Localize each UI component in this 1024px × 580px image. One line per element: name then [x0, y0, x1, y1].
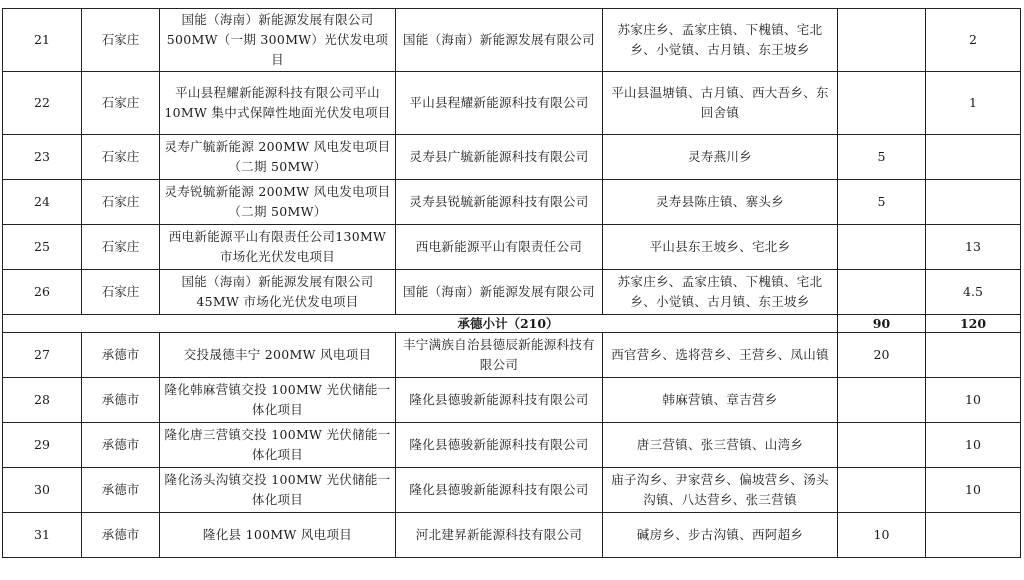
location-cell: 庙子沟乡、尹家营乡、偏坡营乡、汤头沟镇、八达营乡、张三营镇 [603, 468, 838, 513]
company-cell: 西电新能源平山有限责任公司 [396, 225, 603, 270]
city-cell: 承德市 [82, 423, 160, 468]
capacity-col7-cell: 13 [926, 225, 1021, 270]
city-cell: 石家庄 [82, 72, 160, 135]
project-name-cell: 隆化韩麻营镇交投 100MW 光伏储能一体化项目 [160, 378, 396, 423]
table-row [3, 9, 1021, 72]
table-row [3, 72, 1021, 135]
capacity-col6-cell [838, 423, 926, 468]
location-cell: 灵寿燕川乡 [603, 135, 838, 180]
capacity-col7-cell [926, 333, 1021, 378]
table-row [3, 270, 1021, 315]
capacity-col7-cell: 10 [926, 423, 1021, 468]
capacity-col7-cell: 1 [926, 72, 1021, 135]
capacity-col6-cell [838, 225, 926, 270]
capacity-col6-cell [838, 72, 926, 135]
row-number: 25 [3, 225, 82, 270]
subtotal-col7: 120 [926, 315, 1021, 333]
location-cell: 唐三营镇、张三营镇、山湾乡 [603, 423, 838, 468]
capacity-col6-cell [838, 378, 926, 423]
row-number: 26 [3, 270, 82, 315]
subtotal-section [3, 315, 1021, 333]
row-number: 24 [3, 180, 82, 225]
capacity-col6-cell [838, 270, 926, 315]
company-cell: 平山县程耀新能源科技有限公司 [396, 72, 603, 135]
city-cell: 承德市 [82, 378, 160, 423]
company-cell: 隆化县德骏新能源科技有限公司 [396, 468, 603, 513]
project-name-cell: 国能（海南）新能源发展有限公司45MW 市场化光伏发电项目 [160, 270, 396, 315]
company-cell: 河北建昇新能源科技有限公司 [396, 513, 603, 558]
row-number: 27 [3, 333, 82, 378]
capacity-col6-cell [838, 9, 926, 72]
location-cell: 灵寿县陈庄镇、寨头乡 [603, 180, 838, 225]
row-number: 23 [3, 135, 82, 180]
company-cell: 隆化县德骏新能源科技有限公司 [396, 378, 603, 423]
row-number: 29 [3, 423, 82, 468]
project-name-cell: 灵寿锐毓新能源 200MW 风电发电项目（二期 50MW） [160, 180, 396, 225]
table-row [3, 513, 1021, 558]
company-cell: 国能（海南）新能源发展有限公司 [396, 9, 603, 72]
project-table [2, 8, 1021, 558]
capacity-col6-cell: 5 [838, 135, 926, 180]
location-cell: 平山县东王坡乡、宅北乡 [603, 225, 838, 270]
table-row [3, 423, 1021, 468]
table-row [3, 225, 1021, 270]
capacity-col7-cell [926, 513, 1021, 558]
capacity-col6-cell: 10 [838, 513, 926, 558]
project-name-cell: 隆化县 100MW 风电项目 [160, 513, 396, 558]
company-cell: 国能（海南）新能源发展有限公司 [396, 270, 603, 315]
company-cell: 灵寿县锐毓新能源科技有限公司 [396, 180, 603, 225]
city-cell: 石家庄 [82, 270, 160, 315]
city-cell: 石家庄 [82, 180, 160, 225]
city-cell: 承德市 [82, 468, 160, 513]
table-row [3, 135, 1021, 180]
row-number: 21 [3, 9, 82, 72]
project-name-cell: 国能（海南）新能源发展有限公司500MW（一期 300MW）光伏发电项目 [160, 9, 396, 72]
location-cell: 平山县温塘镇、古月镇、西大吾乡、东回舍镇 [603, 72, 838, 135]
table-row [3, 468, 1021, 513]
table-row [3, 333, 1021, 378]
capacity-col7-cell [926, 135, 1021, 180]
project-name-cell: 隆化唐三营镇交投 100MW 光伏储能一体化项目 [160, 423, 396, 468]
capacity-col7-cell [926, 180, 1021, 225]
table-row [3, 180, 1021, 225]
city-cell: 承德市 [82, 333, 160, 378]
subtotal-col6: 90 [838, 315, 926, 333]
table-body-top [3, 9, 1021, 315]
capacity-col6-cell: 20 [838, 333, 926, 378]
capacity-col7-cell: 10 [926, 468, 1021, 513]
location-cell: 碱房乡、步古沟镇、西阿超乡 [603, 513, 838, 558]
company-cell: 灵寿县广毓新能源科技有限公司 [396, 135, 603, 180]
project-name-cell: 交投晟德丰宁 200MW 风电项目 [160, 333, 396, 378]
capacity-col7-cell: 4.5 [926, 270, 1021, 315]
subtotal-row [3, 315, 1021, 333]
capacity-col7-cell: 2 [926, 9, 1021, 72]
project-name-cell: 隆化汤头沟镇交投 100MW 光伏储能一体化项目 [160, 468, 396, 513]
company-cell: 丰宁满族自治县德辰新能源科技有限公司 [396, 333, 603, 378]
capacity-col6-cell: 5 [838, 180, 926, 225]
project-name-cell: 灵寿广毓新能源 200MW 风电发电项目（二期 50MW） [160, 135, 396, 180]
row-number: 22 [3, 72, 82, 135]
location-cell: 韩麻营镇、章吉营乡 [603, 378, 838, 423]
row-number: 30 [3, 468, 82, 513]
row-number: 28 [3, 378, 82, 423]
location-cell: 西官营乡、选将营乡、王营乡、凤山镇 [603, 333, 838, 378]
project-name-cell: 西电新能源平山有限责任公司130MW 市场化光伏发电项目 [160, 225, 396, 270]
location-cell: 苏家庄乡、孟家庄镇、下槐镇、宅北乡、小觉镇、古月镇、东王坡乡 [603, 9, 838, 72]
location-cell: 苏家庄乡、孟家庄镇、下槐镇、宅北乡、小觉镇、古月镇、东王坡乡 [603, 270, 838, 315]
project-name-cell: 平山县程耀新能源科技有限公司平山 10MW 集中式保障性地面光伏发电项目 [160, 72, 396, 135]
row-number: 31 [3, 513, 82, 558]
subtotal-label: 承德小计（210） [3, 315, 838, 333]
city-cell: 石家庄 [82, 225, 160, 270]
company-cell: 隆化县德骏新能源科技有限公司 [396, 423, 603, 468]
table-row [3, 378, 1021, 423]
city-cell: 石家庄 [82, 135, 160, 180]
capacity-col6-cell [838, 468, 926, 513]
capacity-col7-cell: 10 [926, 378, 1021, 423]
city-cell: 承德市 [82, 513, 160, 558]
city-cell: 石家庄 [82, 9, 160, 72]
table-body-bottom [3, 333, 1021, 558]
